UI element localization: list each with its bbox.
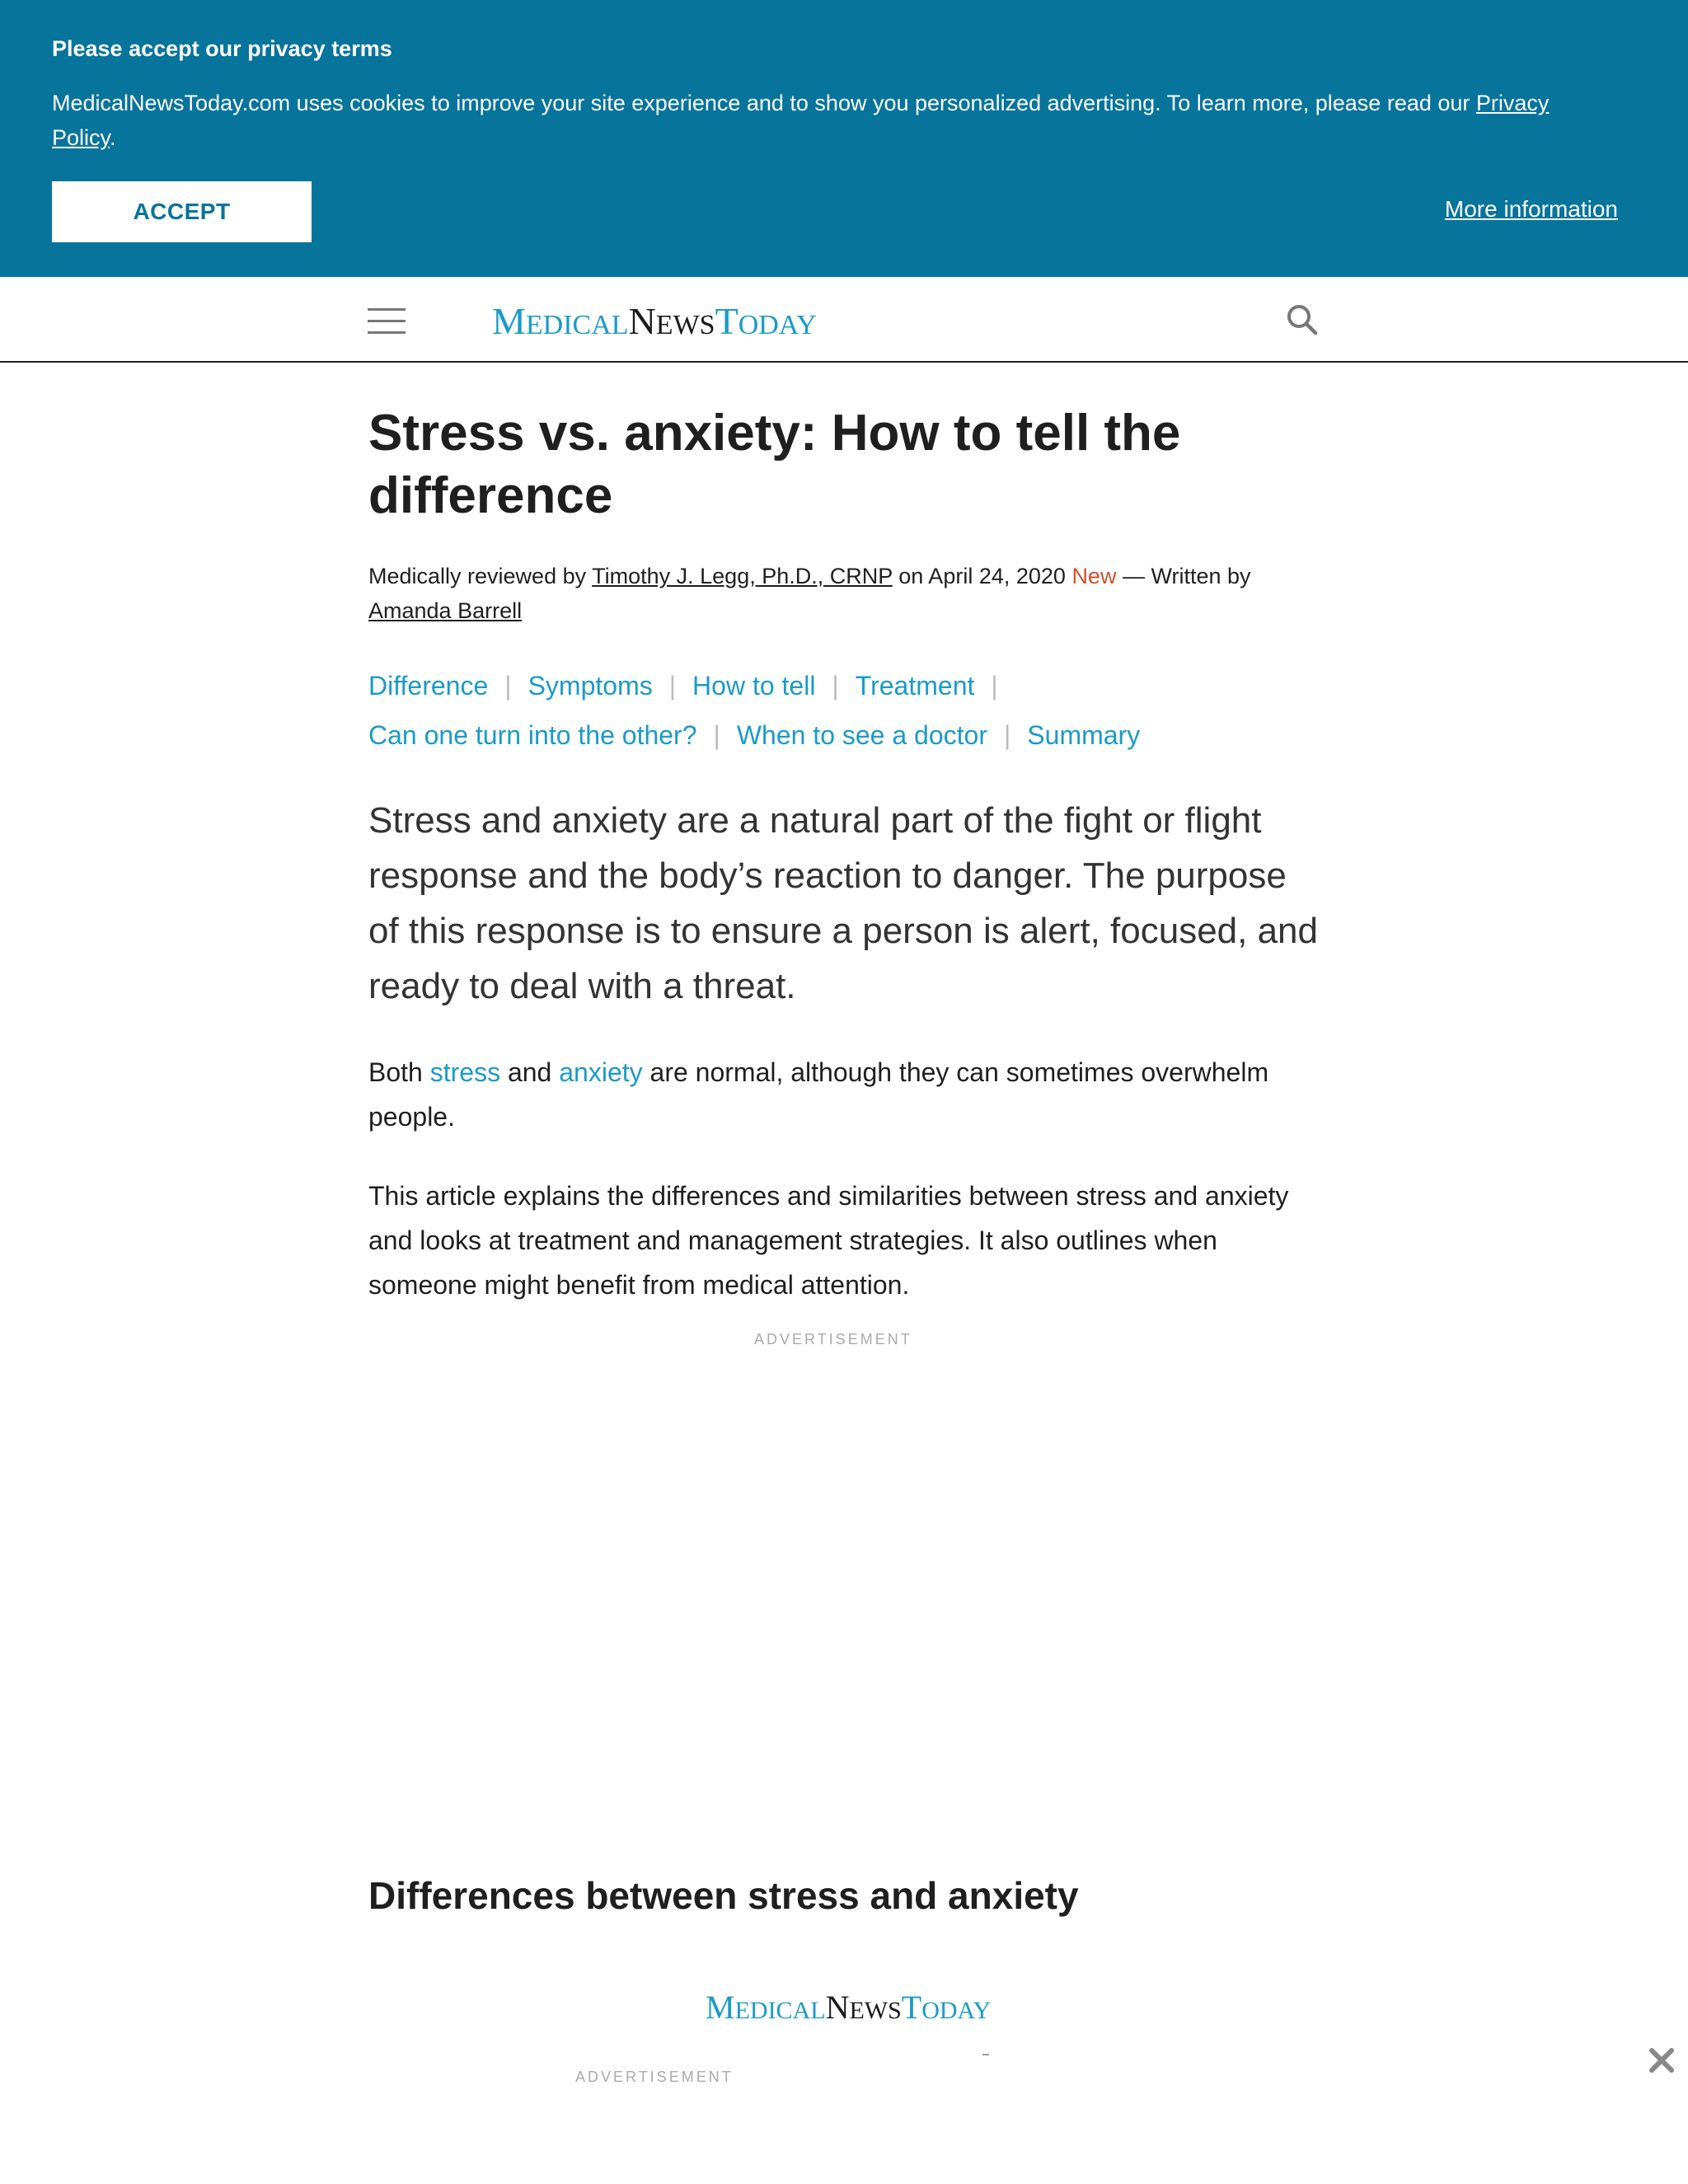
toc-separator: | [832, 671, 839, 701]
article [368, 363, 1325, 1333]
cookie-title: Please accept our privacy terms [52, 36, 392, 61]
bottom-advertisement-label: ADVERTISEMENT [575, 2069, 734, 2085]
toc-separator: | [991, 671, 998, 701]
page-title: Stress vs. anxiety: How to tell the difference [368, 405, 1181, 524]
close-icon[interactable] [1645, 2044, 1678, 2077]
reviewer-link[interactable]: Timothy J. Legg, Ph.D., CRNP [592, 564, 893, 588]
ad-divider [982, 2054, 989, 2055]
table-of-contents [368, 661, 1325, 760]
hamburger-icon[interactable] [368, 307, 406, 335]
cookie-text-body: MedicalNewsToday.com uses cookies to improve your site experience and to show you personalized advertising. To learn more, please read our [52, 91, 1476, 115]
toc-link-when-to-see-doctor[interactable]: When to see a doctor [736, 720, 987, 750]
cookie-banner [0, 0, 1688, 277]
toc-link-summary[interactable]: Summary [1027, 720, 1141, 750]
article-paragraph: Both stress and anxiety are normal, although they can sometimes overwhelm people. [368, 1057, 1269, 1132]
anxiety-link[interactable]: anxiety [559, 1057, 643, 1087]
section-heading: Differences between stress and anxiety [368, 1874, 1079, 1918]
byline-written-by: — Written by [1116, 564, 1251, 588]
byline-date: on April 24, 2020 [892, 564, 1072, 588]
ad-logo[interactable]: MEDICALNEWSTODAY [706, 1989, 992, 2026]
search-icon[interactable] [1284, 302, 1320, 338]
author-link[interactable]: Amanda Barrell [368, 598, 523, 623]
toc-separator: | [668, 671, 677, 701]
toc-link-treatment[interactable]: Treatment [855, 671, 975, 701]
site-logo[interactable]: MEDICALNEWSTODAY [492, 300, 817, 342]
advertisement-label: ADVERTISEMENT [754, 1331, 912, 1347]
toc-link-symptoms[interactable]: Symptoms [528, 671, 653, 701]
toc-separator: | [504, 671, 512, 701]
article-paragraph: This article explains the differences and similarities between stress and anxiety and looks at treatment and management strategies. It also outlines when someone might benefit from medical attention. [368, 1181, 1289, 1300]
cookie-text [52, 86, 1618, 155]
toc-separator: | [713, 720, 720, 750]
stress-link[interactable]: stress [429, 1057, 501, 1087]
privacy-policy-link[interactable]: Privacy Policy [52, 91, 1550, 150]
toc-link-difference[interactable]: Difference [368, 671, 489, 701]
byline-prefix: Medically reviewed by [368, 564, 593, 588]
toc-link-how-to-tell[interactable]: How to tell [692, 671, 816, 701]
cookie-text-end: . [110, 125, 116, 150]
byline [368, 559, 1325, 628]
toc-separator: | [1003, 720, 1011, 750]
new-badge: New [1071, 564, 1117, 588]
more-information-link[interactable]: More information [1444, 196, 1618, 222]
accept-button[interactable]: ACCEPT [52, 181, 312, 242]
site-header [0, 277, 1688, 363]
toc-link-can-one-turn[interactable]: Can one turn into the other? [368, 720, 697, 750]
article-lede: Stress and anxiety are a natural part of the fight or flight response and the body’s reaction to danger. The purpose of this response is to ensure a person is alert, focused, and ready to deal with a threat. [368, 800, 1318, 1006]
